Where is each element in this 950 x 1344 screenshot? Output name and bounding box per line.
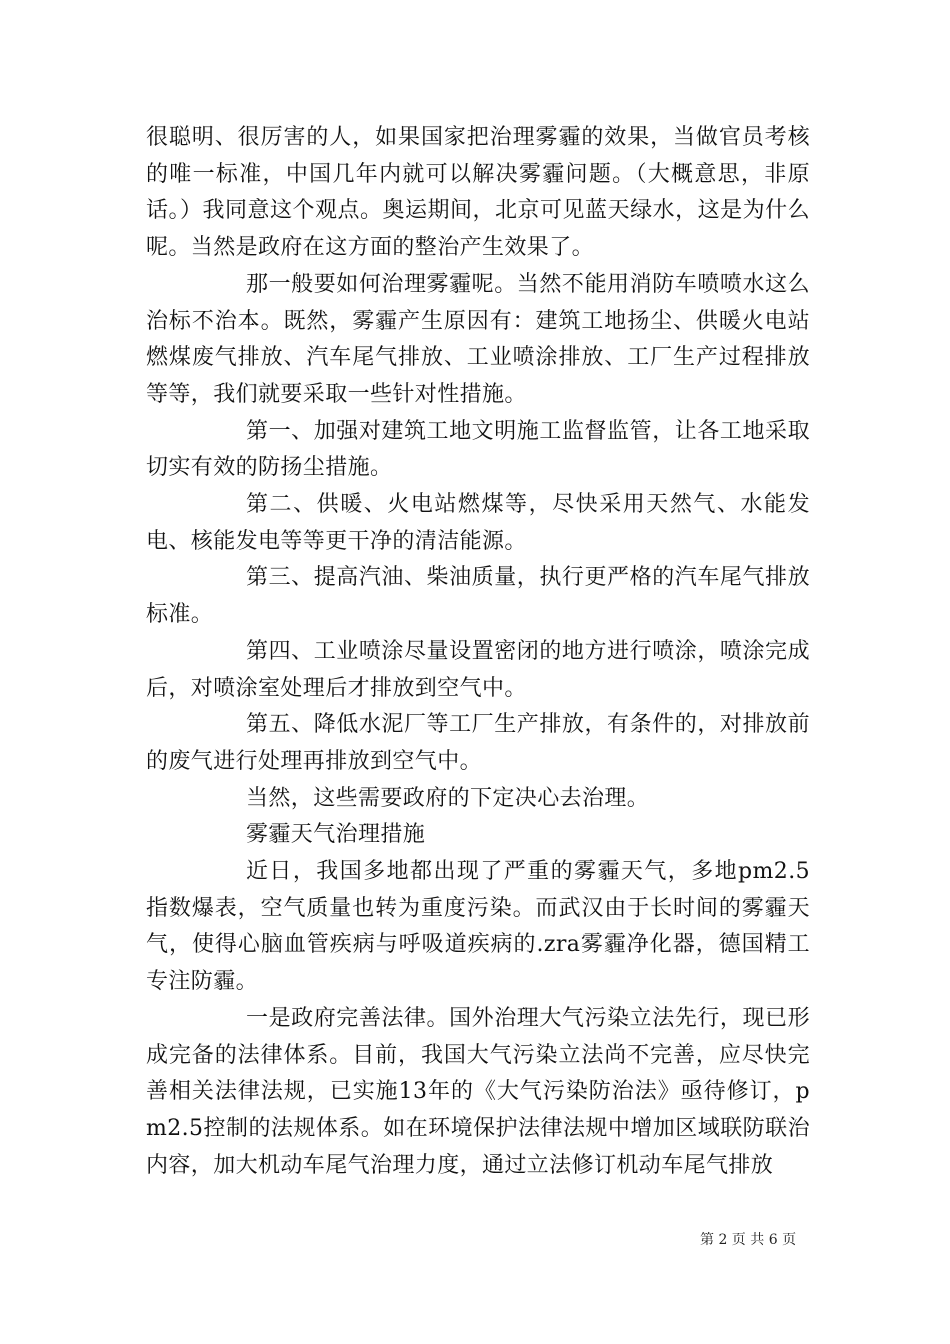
- page-number-footer: 第 2 页 共 6 页: [700, 1232, 797, 1248]
- paragraph-7: 第五、降低水泥厂等工厂生产排放，有条件的，对排放前的废气进行处理再排放到空气中。: [146, 712, 810, 774]
- paragraph-5: 第三、提高汽油、柴油质量，执行更严格的汽车尾气排放标准。: [146, 565, 810, 628]
- document-body: [146, 120, 810, 1184]
- paragraph-10: 一是政府完善法律。国外治理大气污染立法先行，现已形成完备的法律体系。目前，我国大气污染立法尚不完善，应尽快完善相关法律法规，已实施13年的《大气污染防治法》亟待修订，pm2.5控制的法规体系。如在环境保护法律法规中增加区域联防联治内容，加大机动车尾气治理力度，通过立法修订机动车尾气排放: [146, 1005, 810, 1178]
- paragraph-2: 那一般要如何治理雾霾呢。当然不能用消防车喷喷水这么治标不治本。既然，雾霾产生原因有：建筑工地扬尘、供暖火电站燃煤废气排放、汽车尾气排放、工业喷涂排放、工厂生产过程排放等等，我们就要采取一些针对性措施。: [146, 271, 810, 407]
- paragraph-3: 第一、加强对建筑工地文明施工监督监管，让各工地采取切实有效的防扬尘措施。: [146, 418, 810, 481]
- paragraph-6: 第四、工业喷涂尽量设置密闭的地方进行喷涂，喷涂完成后，对喷涂室处理后才排放到空气中。: [146, 638, 810, 701]
- paragraph-8: 当然，这些需要政府的下定决心去治理。: [246, 785, 650, 811]
- paragraph-9: 近日，我国多地都出现了严重的雾霾天气，多地pm2.5指数爆表，空气质量也转为重度污染。而武汉由于长时间的雾霾天气，使得心脑血管疾病与呼吸道疾病的.zra雾霾净化器，德国精工专注防霾。: [146, 859, 810, 995]
- paragraph-1: 很聪明、很厉害的人，如果国家把治理雾霾的效果，当做官员考核的唯一标准，中国几年内就可以解决雾霾问题。（大概意思，非原话。）我同意这个观点。奥运期间，北京可见蓝天绿水，这是为什么呢。当然是政府在这方面的整治产生效果了。: [146, 125, 810, 261]
- section-heading: 雾霾天气治理措施: [246, 822, 426, 848]
- paragraph-4: 第二、供暖、火电站燃煤等，尽快采用天然气、水能发电、核能发电等等更干净的清洁能源。: [146, 492, 810, 554]
